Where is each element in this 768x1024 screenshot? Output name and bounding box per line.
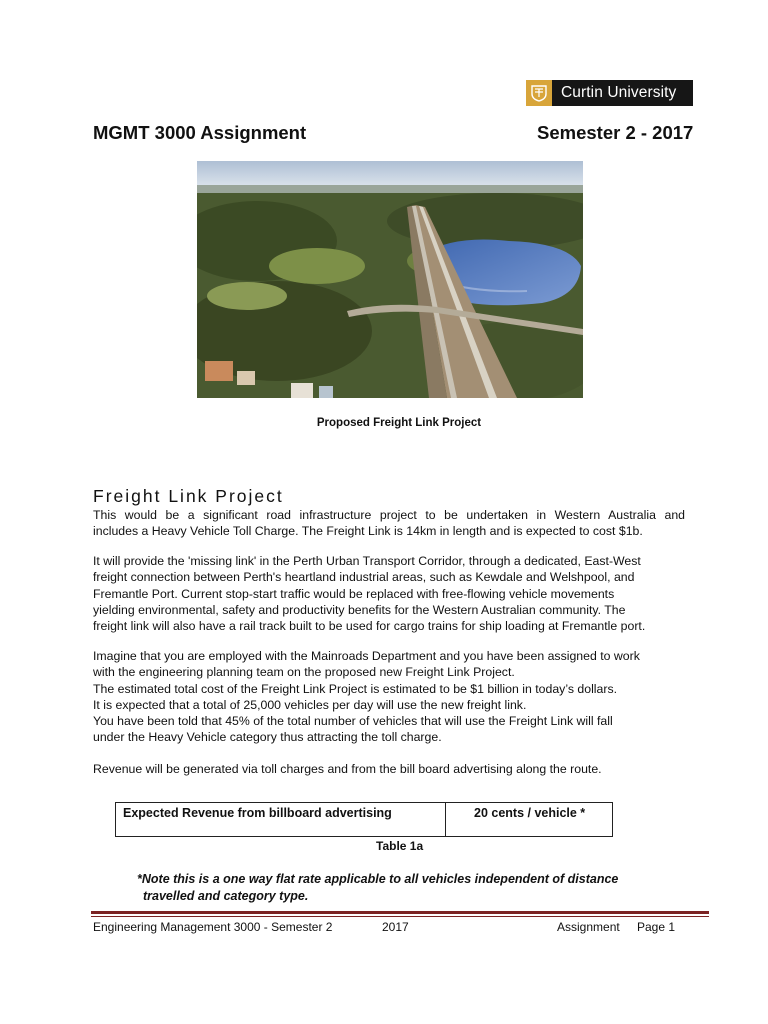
footer-course: Engineering Management 3000 - Semester 2 (93, 920, 333, 934)
footer-rule (91, 911, 709, 914)
paragraph-line: includes a Heavy Vehicle Toll Charge. The Freight Link is 14km in length and is expected to cost $1b. (93, 524, 643, 539)
note-line: *Note this is a one way flat rate applicable to all vehicles independent of distance (137, 872, 619, 886)
missing-link-paragraph (93, 553, 685, 634)
freight-link-aerial-photo (197, 161, 583, 398)
footer-doc-type: Assignment (557, 920, 620, 934)
table-label: Table 1a (376, 839, 424, 853)
curtin-logo (526, 80, 693, 106)
paragraph-line: yielding environmental, safety and productivity benefits for the Western Australian community. The (93, 602, 626, 617)
paragraph-line: Revenue will be generated via toll charges and from the bill board advertising along the route. (93, 762, 602, 776)
table-cell-label: Expected Revenue from billboard advertising (116, 803, 446, 836)
paragraph-line: under the Heavy Vehicle category thus attracting the toll charge. (93, 730, 442, 745)
assignment-title: MGMT 3000 Assignment (93, 122, 307, 143)
paragraph-line: It is expected that a total of 25,000 vehicles per day will use the new freight link. (93, 697, 527, 712)
paragraph-line: freight connection between Perth's heartland industrial areas, such as Kewdale and Welshpool, and (93, 570, 635, 585)
paragraph-line: freight link will also have a rail track built to be used for cargo trains for ship loading at Fremantle port. (93, 619, 646, 634)
paragraph-line: It will provide the 'missing link' in the Perth Urban Transport Corridor, through a dedicated, East-West (93, 554, 641, 568)
logo-text: Curtin University (561, 84, 677, 101)
scenario-paragraph (93, 648, 685, 746)
footer-page: Page 1 (637, 920, 676, 934)
paragraph-line: The estimated total cost of the Freight Link Project is estimated to be $1 billion in today’s dollars. (93, 681, 618, 696)
crest-icon (526, 80, 552, 106)
paragraph-line: Imagine that you are employed with the Mainroads Department and you have been assigned to work (93, 649, 640, 663)
paragraph-line: Fremantle Port. Current stop-start traffic would be replaced with free-flowing vehicle movements (93, 586, 615, 601)
section-heading: Freight Link Project (93, 486, 284, 506)
footer-year: 2017 (382, 920, 409, 934)
revenue-paragraph (93, 761, 685, 777)
note-line: travelled and category type. (143, 889, 309, 903)
table-cell-value: 20 cents / vehicle * (474, 806, 586, 820)
paragraph-line: You have been told that 45% of the total number of vehicles that will use the Freight Link will fall (93, 714, 613, 729)
figure-caption: Proposed Freight Link Project (316, 417, 482, 429)
rate-note (137, 871, 697, 905)
paragraph-line: This would be a significant road infrastructure project to be undertaken in Western Australia and (93, 508, 685, 522)
intro-paragraph (93, 507, 685, 540)
revenue-table (115, 802, 613, 837)
paragraph-line: with the engineering planning team on the proposed new Freight Link Project. (93, 665, 515, 680)
semester-title: Semester 2 - 2017 (537, 122, 694, 143)
footer-rule-thin (91, 916, 709, 917)
